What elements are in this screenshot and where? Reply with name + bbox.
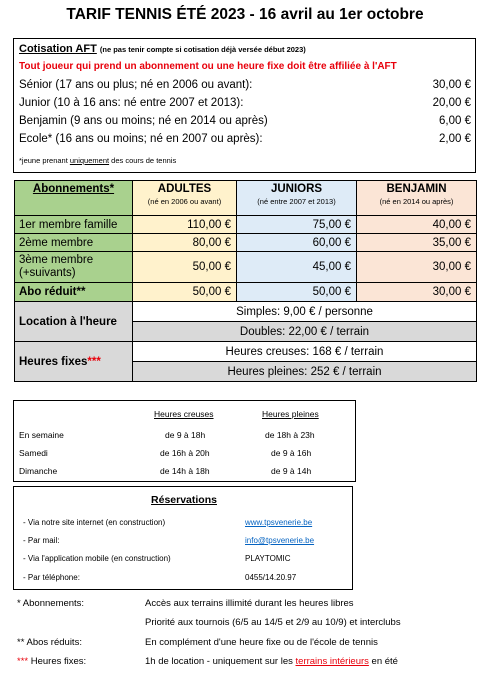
cotisation-warning: Tout joueur qui prend un abonnement ou une heure fixe doit être affiliée à l'AFT [19, 61, 397, 72]
header-adultes-label: ADULTES [157, 183, 212, 195]
note-abos-reduits-key: ** Abos réduits: [17, 637, 82, 648]
header-adultes-sub: (né en 2006 ou avant) [147, 197, 222, 206]
note-abonnements-line1: Accès aux terrains illimité durant les heures libres [145, 598, 354, 609]
footnote-text: des cours de tennis [109, 156, 177, 165]
reservation-label: - Via l'application mobile (en construction) [23, 554, 171, 563]
header-adultes [133, 181, 237, 216]
hours-col-pleines: Heures pleines [262, 409, 319, 419]
reservations-title: Réservations [151, 494, 217, 506]
hours-pleines: de 9 à 14h [271, 466, 312, 476]
cotisation-label: Sénior (17 ans ou plus; né en 2006 ou avant): [19, 79, 253, 91]
page-title: TARIF TENNIS ÉTÉ 2023 - 16 avril au 1er octobre [66, 6, 424, 23]
hours-creuses: de 14h à 18h [160, 466, 210, 476]
email-link[interactable]: info@tpsvenerie.be [245, 536, 315, 545]
reservation-label: - Par téléphone: [23, 573, 80, 582]
cotisation-row [19, 133, 471, 145]
location-simples: Simples: 9,00 € / personne [133, 302, 477, 322]
hours-creuses: de 16h à 20h [160, 448, 210, 458]
row-label-line1: 3ème membre [19, 254, 94, 266]
table-row-location [15, 302, 477, 322]
header-abonnements: Abonnements* [15, 181, 133, 216]
price-table [14, 180, 477, 382]
cotisation-footnote [19, 156, 176, 165]
note-heures-fixes-key [17, 656, 86, 667]
table-row [15, 234, 477, 252]
price-adultes: 50,00 € [133, 283, 237, 302]
hours-col-creuses: Heures creuses [154, 409, 214, 419]
row-label: 2ème membre [15, 234, 133, 252]
website-link[interactable]: www.tpsvenerie.be [245, 518, 313, 527]
reservations-box [13, 486, 353, 590]
app-name: PLAYTOMIC [245, 554, 291, 563]
location-doubles: Doubles: 22,00 € / terrain [133, 322, 477, 342]
price-benjamin: 30,00 € [357, 283, 477, 302]
hours-pleines: de 9 à 16h [271, 448, 312, 458]
table-row-heures-fixes [15, 342, 477, 362]
price-benjamin: 40,00 € [357, 216, 477, 234]
note-abos-reduits-line: En complément d'une heure fixe ou de l'école de tennis [145, 637, 378, 648]
header-benjamin-sub: (né en 2014 ou après) [379, 197, 454, 206]
row-label-line2: (+suivants) [19, 267, 76, 279]
cotisation-heading-note: (ne pas tenir compte si cotisation déjà versée début 2023) [99, 45, 306, 54]
header-benjamin-label: BENJAMIN [386, 183, 447, 195]
table-row [15, 252, 477, 283]
cotisation-price: 2,00 € [439, 133, 471, 145]
header-benjamin [357, 181, 477, 216]
cotisation-price: 20,00 € [432, 97, 471, 109]
note-abonnements-key: * Abonnements: [17, 598, 85, 609]
cotisation-label: Junior (10 à 16 ans: né entre 2007 et 2013): [19, 97, 244, 109]
hours-pleines: de 18h à 23h [265, 430, 315, 440]
hours-day: Dimanche [19, 466, 58, 476]
table-row [15, 216, 477, 234]
row-label [15, 252, 133, 283]
footnote-underlined: uniquement [69, 156, 110, 165]
heures-fixes-stars: *** [87, 355, 101, 368]
cotisation-price: 30,00 € [432, 79, 471, 91]
header-juniors-sub: (né entre 2007 et 2013) [257, 197, 336, 206]
price-juniors: 75,00 € [237, 216, 357, 234]
cotisation-box [13, 38, 476, 173]
cotisation-row [19, 115, 471, 127]
footnote-text: *jeune prenant [19, 156, 70, 165]
price-adultes: 50,00 € [133, 252, 237, 283]
row-label: 1er membre famille [15, 216, 133, 234]
cotisation-heading: Cotisation AFT [19, 43, 97, 55]
note-stars: *** [17, 656, 29, 667]
row-label: Abo réduit** [15, 283, 133, 302]
heures-pleines-price: Heures pleines: 252 € / terrain [133, 362, 477, 382]
price-juniors: 60,00 € [237, 234, 357, 252]
price-juniors: 50,00 € [237, 283, 357, 302]
price-benjamin: 30,00 € [357, 252, 477, 283]
note-key-text: Heures fixes: [28, 656, 87, 667]
table-header-row [15, 181, 477, 216]
row-label: Location à l'heure [15, 302, 133, 342]
reservation-label: - Par mail: [23, 536, 60, 545]
heures-fixes-label: Heures fixes [19, 355, 88, 368]
heures-creuses-price: Heures creuses: 168 € / terrain [133, 342, 477, 362]
price-juniors: 45,00 € [237, 252, 357, 283]
note-text: en été [368, 656, 398, 667]
hours-creuses: de 9 à 18h [165, 430, 206, 440]
table-row-abo-reduit [15, 283, 477, 302]
cotisation-label: Benjamin (9 ans ou moins; né en 2014 ou après) [19, 115, 268, 127]
cotisation-row [19, 97, 471, 109]
price-benjamin: 35,00 € [357, 234, 477, 252]
row-label [15, 342, 133, 382]
cotisation-row [19, 79, 471, 91]
header-juniors-label: JUNIORS [270, 183, 323, 195]
price-adultes: 110,00 € [133, 216, 237, 234]
note-red-text: terrains intérieurs [295, 656, 369, 667]
reservation-label: - Via notre site internet (en construction) [23, 518, 166, 527]
note-abonnements-line2: Priorité aux tournois (6/5 au 14/5 et 2/9 au 10/9) et interclubs [145, 617, 401, 628]
phone-number: 0455/14.20.97 [245, 573, 297, 582]
hours-day: En semaine [19, 430, 64, 440]
cotisation-heading-line [19, 43, 306, 55]
cotisation-label: Ecole* (16 ans ou moins; né en 2007 ou après): [19, 133, 263, 145]
hours-box [13, 400, 356, 482]
hours-day: Samedi [19, 448, 48, 458]
note-text: 1h de location - uniquement sur les [145, 656, 296, 667]
cotisation-price: 6,00 € [439, 115, 471, 127]
header-juniors [237, 181, 357, 216]
note-heures-fixes-line [145, 656, 398, 667]
price-adultes: 80,00 € [133, 234, 237, 252]
